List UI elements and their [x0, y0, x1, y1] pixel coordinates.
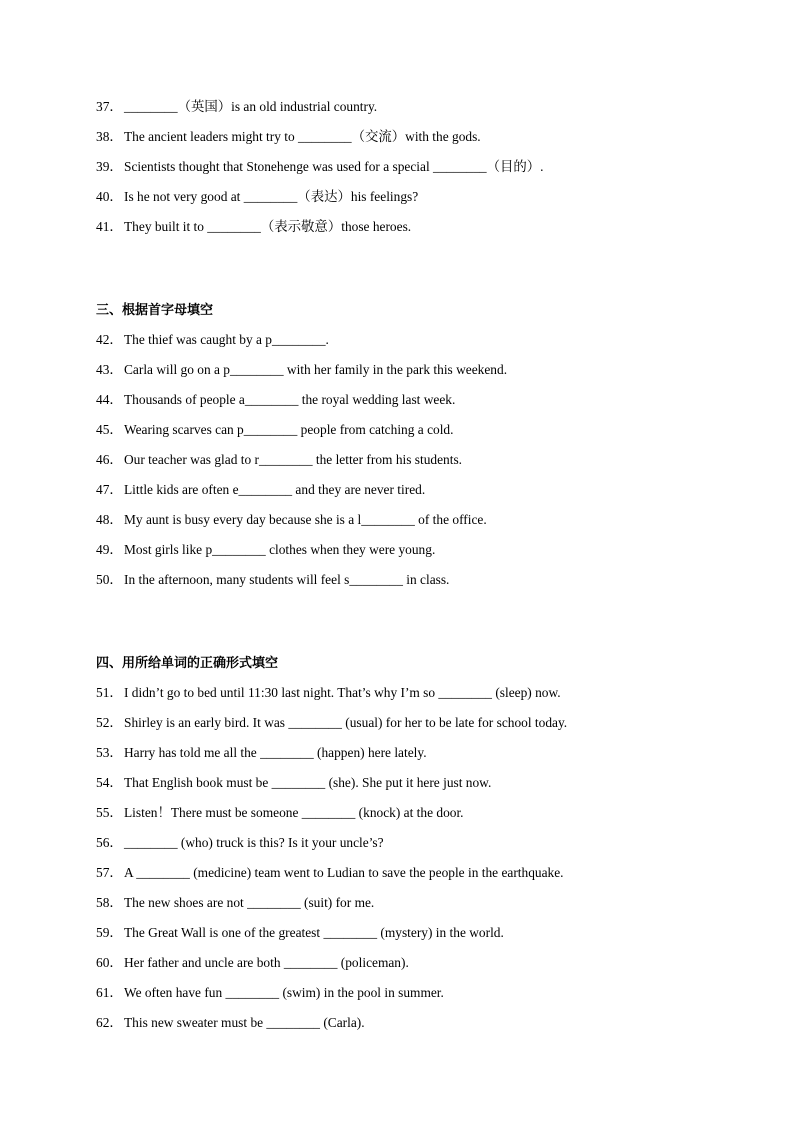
question-44 [96, 391, 455, 409]
question-text: This new sweater must be ________ (Carla). [124, 1015, 365, 1030]
question-text: The thief was caught by a p________. [124, 332, 329, 347]
question-number: 61． [96, 985, 123, 1000]
question-number: 37． [96, 99, 123, 114]
question-41 [96, 218, 411, 236]
question-text: The Great Wall is one of the greatest ________ (mystery) in the world. [124, 925, 504, 940]
question-60 [96, 954, 409, 972]
question-49 [96, 541, 435, 559]
question-text: That English book must be ________ (she). She put it here just now. [124, 775, 492, 790]
question-number: 41． [96, 219, 123, 234]
question-53 [96, 744, 427, 762]
question-text: I didn’t go to bed until 11:30 last night. That’s why I’m so ________ (sleep) now. [124, 685, 561, 700]
question-number: 49． [96, 542, 123, 557]
question-text: Thousands of people a________ the royal wedding last week. [124, 392, 456, 407]
question-number: 39． [96, 159, 123, 174]
question-57 [96, 864, 564, 882]
question-number: 62． [96, 1015, 123, 1030]
question-43 [96, 361, 507, 379]
question-text: Her father and uncle are both ________ (policeman). [124, 955, 409, 970]
question-text: Listen！There must be someone ________ (knock) at the door. [124, 805, 464, 820]
question-number: 48． [96, 512, 123, 527]
question-number: 43． [96, 362, 123, 377]
question-text: A ________ (medicine) team went to Ludian to save the people in the earthquake. [124, 865, 564, 880]
question-text: We often have fun ________ (swim) in the pool in summer. [124, 985, 444, 1000]
question-54 [96, 774, 491, 792]
question-number: 52． [96, 715, 123, 730]
question-text: My aunt is busy every day because she is a l________ of the office. [124, 512, 487, 527]
question-text: They built it to ________（表示敬意）those heroes. [124, 219, 412, 234]
question-number: 51． [96, 685, 123, 700]
question-39 [96, 158, 544, 176]
question-number: 60． [96, 955, 123, 970]
question-number: 56． [96, 835, 123, 850]
question-number: 53． [96, 745, 123, 760]
question-text: ________（英国）is an old industrial country. [124, 99, 378, 114]
question-46 [96, 451, 462, 469]
question-text: Shirley is an early bird. It was ________ (usual) for her to be late for school today. [124, 715, 568, 730]
question-text: Scientists thought that Stonehenge was used for a special ________（目的）. [124, 159, 544, 174]
question-number: 46． [96, 452, 123, 467]
question-56 [96, 834, 384, 852]
question-text: Wearing scarves can p________ people from catching a cold. [124, 422, 454, 437]
question-number: 54． [96, 775, 123, 790]
question-62 [96, 1014, 365, 1032]
question-text: Little kids are often e________ and they are never tired. [124, 482, 426, 497]
question-text: Most girls like p________ clothes when they were young. [124, 542, 436, 557]
question-number: 57． [96, 865, 123, 880]
question-number: 42． [96, 332, 123, 347]
question-40 [96, 188, 418, 206]
question-number: 55． [96, 805, 123, 820]
question-number: 44． [96, 392, 123, 407]
question-37 [96, 98, 377, 116]
question-42 [96, 331, 329, 349]
question-number: 45． [96, 422, 123, 437]
question-text: Is he not very good at ________（表达）his feelings? [124, 189, 419, 204]
question-text: In the afternoon, many students will feel s________ in class. [124, 572, 450, 587]
question-61 [96, 984, 444, 1002]
question-48 [96, 511, 487, 529]
question-text: ________ (who) truck is this? Is it your uncle’s? [124, 835, 384, 850]
question-number: 40． [96, 189, 123, 204]
question-text: Our teacher was glad to r________ the letter from his students. [124, 452, 463, 467]
section-3-title: 三、根据首字母填空 [96, 303, 214, 318]
question-47 [96, 481, 425, 499]
question-number: 47． [96, 482, 123, 497]
question-45 [96, 421, 453, 439]
question-58 [96, 894, 374, 912]
question-text: Carla will go on a p________ with her family in the park this weekend. [124, 362, 508, 377]
question-text: Harry has told me all the ________ (happen) here lately. [124, 745, 427, 760]
question-59 [96, 924, 504, 942]
question-text: The ancient leaders might try to ________（交流）with the gods. [124, 129, 481, 144]
question-number: 59． [96, 925, 123, 940]
section-4-title: 四、用所给单词的正确形式填空 [96, 656, 279, 671]
question-51 [96, 684, 561, 702]
question-52 [96, 714, 567, 732]
question-number: 38． [96, 129, 123, 144]
question-55 [96, 804, 464, 822]
question-50 [96, 571, 449, 589]
question-38 [96, 128, 481, 146]
question-number: 50． [96, 572, 123, 587]
question-text: The new shoes are not ________ (suit) for me. [124, 895, 375, 910]
question-number: 58． [96, 895, 123, 910]
